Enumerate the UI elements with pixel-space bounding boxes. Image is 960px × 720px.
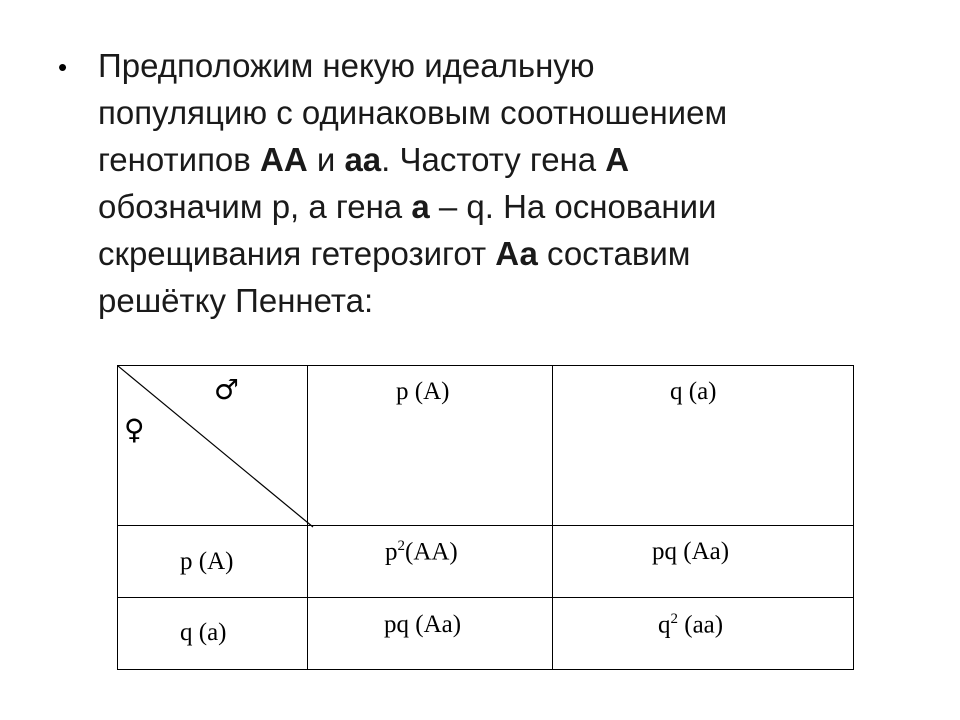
- intro-paragraph: [98, 42, 898, 324]
- bold-gene-A: А: [605, 141, 630, 178]
- grid-horizontal-line-2: [118, 597, 853, 598]
- cell-p-squared-AA: $p^2(AA)$: [385, 538, 458, 566]
- column-header-q-a: q (a): [670, 378, 717, 405]
- male-symbol-icon: ♂: [214, 373, 240, 406]
- row-header-q-a: q (a): [180, 619, 227, 646]
- bold-genotype-aa: аа: [344, 141, 382, 178]
- paragraph-line-6: решётку Пеннета:: [98, 282, 374, 319]
- grid-vertical-line-2: [552, 366, 553, 669]
- bold-genotype-Aa: Аа: [495, 235, 538, 272]
- paragraph-line-3: генотипов АА и аа. Частоту гена А: [98, 141, 630, 178]
- paragraph-line-2: популяцию с одинаковым соотношением: [98, 94, 728, 131]
- cell-q-squared-aa: $q^2$ (aa): [658, 611, 724, 639]
- punnett-square: [117, 365, 854, 670]
- cell-pq-Aa-top: pq (Aa): [652, 538, 730, 565]
- cell-pq-Aa-bottom: pq (Aa): [384, 611, 462, 638]
- paragraph-line-5: скрещивания гетерозигот Аа составим: [98, 235, 691, 272]
- bold-gene-a: а: [411, 188, 430, 225]
- paragraph-line-4: обозначим р, а гена а – q. На основании: [98, 188, 717, 225]
- bullet-marker: •: [58, 52, 68, 82]
- female-symbol-icon: ♀: [124, 413, 145, 446]
- paragraph-line-1: Предположим некую идеальную: [98, 47, 595, 84]
- row-header-p-A: p (A): [180, 548, 234, 575]
- column-header-p-A: p (A): [396, 378, 450, 405]
- bold-genotype-AA: АА: [260, 141, 308, 178]
